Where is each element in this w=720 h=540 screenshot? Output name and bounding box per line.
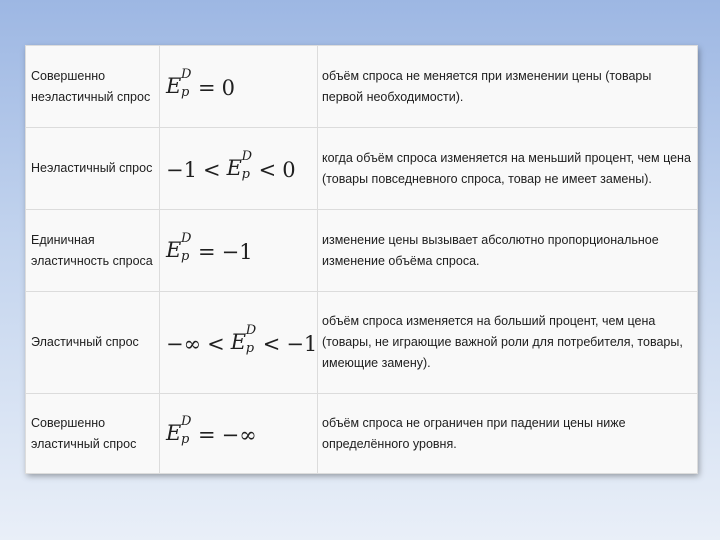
- table-row: [26, 394, 698, 474]
- formula-operator: <: [258, 157, 277, 182]
- table-row: [26, 210, 698, 292]
- formula-bound: −1: [221, 239, 253, 264]
- elasticity-type-line: эластичность спроса: [31, 253, 153, 268]
- formula-operator: <: [202, 157, 221, 182]
- formula-operator: <: [262, 331, 281, 356]
- elasticity-type-line: Неэластичный спрос: [31, 161, 153, 175]
- elasticity-symbol: E D p: [166, 66, 192, 100]
- elasticity-type-cell: [26, 210, 160, 292]
- elasticity-type-line: эластичный спрос: [31, 436, 137, 451]
- elasticity-description: объём спроса не ограничен при падении цены ниже определённого уровня.: [318, 394, 698, 474]
- elasticity-table: [25, 45, 698, 474]
- elasticity-type-line: Совершенно: [31, 415, 106, 430]
- elasticity-symbol: E D p: [230, 322, 257, 356]
- formula-bound: −∞: [166, 331, 202, 356]
- elasticity-description: объём спроса не меняется при изменении цены (товары первой необходимости).: [318, 46, 698, 128]
- elasticity-formula-cell: [160, 210, 318, 292]
- formula-bound: 0: [221, 75, 235, 100]
- table-row: [26, 128, 698, 210]
- elasticity-symbol: E D p: [226, 148, 253, 182]
- elasticity-description: изменение цены вызывает абсолютно пропорциональное изменение объёма спроса.: [318, 210, 698, 292]
- table-row: [26, 292, 698, 394]
- formula-operator: =: [198, 422, 216, 447]
- formula-operator: <: [207, 331, 225, 356]
- formula-operator: =: [198, 239, 216, 264]
- elasticity-description: когда объём спроса изменяется на меньший процент, чем цена (товары повседневного спроса, товар не имеет замены).: [318, 128, 698, 210]
- formula-bound: −∞: [221, 422, 257, 447]
- formula-bound: −1: [166, 157, 197, 182]
- table-row: [26, 46, 698, 128]
- elasticity-type-cell: [26, 394, 160, 474]
- elasticity-type-cell: [26, 128, 160, 210]
- elasticity-type-line: неэластичный спрос: [31, 89, 151, 104]
- elasticity-type-line: Единичная: [31, 232, 95, 247]
- elasticity-table-slide: [25, 45, 697, 473]
- elasticity-type-line: Совершенно: [31, 68, 106, 83]
- elasticity-symbol: E D p: [166, 230, 192, 264]
- elasticity-type-cell: [26, 292, 160, 394]
- elasticity-symbol: E D p: [166, 413, 192, 447]
- elasticity-formula-cell: [160, 292, 318, 394]
- formula-operator: =: [198, 75, 216, 100]
- formula-bound: −1: [286, 331, 318, 356]
- formula-bound: 0: [282, 157, 296, 182]
- elasticity-formula-cell: [160, 394, 318, 474]
- elasticity-type-cell: [26, 46, 160, 128]
- elasticity-formula-cell: [160, 128, 318, 210]
- elasticity-type-line: Эластичный спрос: [31, 335, 139, 349]
- elasticity-formula-cell: [160, 46, 318, 128]
- elasticity-description: объём спроса изменяется на больший процент, чем цена (товары, не играющие важной роли для потребителя, товары, имеющие замену).: [318, 292, 698, 394]
